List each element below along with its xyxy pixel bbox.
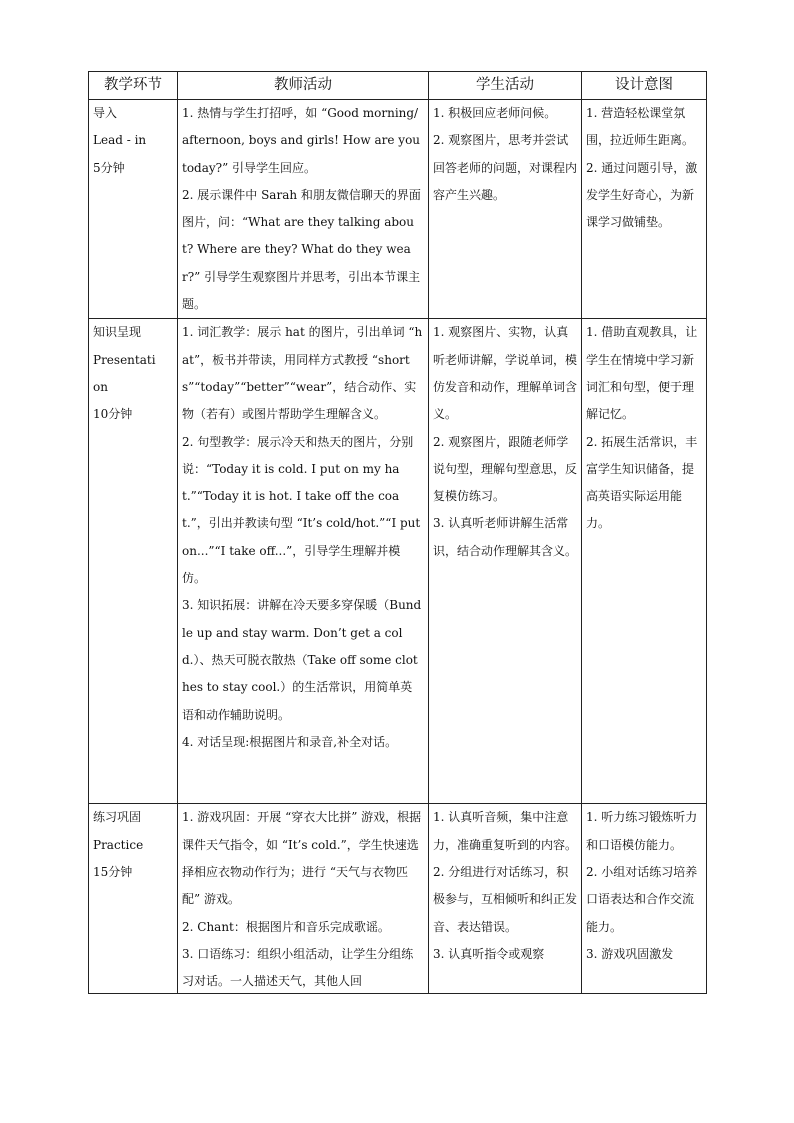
stage-english-cont: on <box>93 379 108 394</box>
stage-title: 知识呈现 <box>93 325 142 340</box>
student-item: 3. 认真听指令或观察 <box>433 946 545 961</box>
design-item: 1. 营造轻松课堂氛围，拉近师生距离。 <box>586 106 695 148</box>
student-item: 1. 观察图片、实物，认真听老师讲解，学说单词，模仿发音和动作，理解单词含义。 <box>433 325 578 422</box>
table-row <box>89 319 707 804</box>
student-cell <box>429 100 582 319</box>
design-item: 1. 听力练习锻炼听力和口语模仿能力。 <box>586 810 698 852</box>
teacher-cell <box>178 100 429 319</box>
student-item: 3. 认真听老师讲解生活常识，结合动作理解其含义。 <box>433 516 578 558</box>
teacher-item: 1. 热情与学生打招呼，如 “Good morning/afternoon, boys and girls! How are you today?” 引导学生回应。 <box>182 106 421 175</box>
stage-duration: 5分钟 <box>93 160 125 175</box>
teacher-item: 1. 词汇教学：展示 hat 的图片，引出单词 “hat”，板书并带读，用同样方式教授 “shorts”“today”“better”“wear”，结合动作、实物（若有）或图片帮助学生理解含义。 <box>182 325 423 422</box>
teacher-item: 3. 口语练习：组织小组活动，让学生分组练习对话。一人描述天气，其他人回 <box>182 946 414 989</box>
lesson-plan-table <box>88 71 707 994</box>
design-cell <box>582 319 707 804</box>
stage-title: 练习巩固 <box>93 810 142 825</box>
table-row <box>89 100 707 319</box>
design-item: 3. 游戏巩固激发 <box>586 946 674 961</box>
stage-cell <box>89 100 178 319</box>
stage-duration: 10分钟 <box>93 407 133 422</box>
teacher-cell <box>178 804 429 994</box>
student-item: 2. 观察图片，跟随老师学说句型，理解句型意思，反复模仿练习。 <box>433 434 578 504</box>
header-teacher: 教师活动 <box>178 72 429 100</box>
student-item: 1. 认真听音频，集中注意力，准确重复听到的内容。 <box>433 810 577 852</box>
teacher-item: 3. 知识拓展：讲解在冷天要多穿保暖（Bundle up and stay warm. Don’t get a cold.）、热天可脱衣散热（Take off some clothes to stay cool.）的生活常识，用简单英语和动作辅助说明。 <box>182 598 422 722</box>
stage-cell <box>89 319 178 804</box>
teacher-item: 2. 展示课件中 Sarah 和朋友微信聊天的界面图片，问：“What are they talking about? Where are they? What do they wear?” 引导学生观察图片并思考，引出本节课主题。 <box>182 187 421 312</box>
design-item: 1. 借助直观教具，让学生在情境中学习新词汇和句型，便于理解记忆。 <box>586 325 698 422</box>
design-item: 2. 小组对话练习培养口语表达和合作交流能力。 <box>586 864 698 934</box>
header-design: 设计意图 <box>582 72 707 100</box>
design-item: 2. 拓展生活常识，丰富学生知识储备，提高英语实际运用能力。 <box>586 434 698 531</box>
header-student: 学生活动 <box>429 72 582 100</box>
student-item: 2. 分组进行对话练习，积极参与，互相倾听和纠正发音、表达错误。 <box>433 864 577 934</box>
header-stage: 教学环节 <box>89 72 178 100</box>
teacher-item: 2. Chant：根据图片和音乐完成歌谣。 <box>182 919 390 934</box>
design-cell <box>582 804 707 994</box>
student-item: 1. 积极回应老师问候。 <box>433 106 557 120</box>
teacher-item: 2. 句型教学：展示冷天和热天的图片，分别说：“Today it is cold. I put on my hat.”“Today it is hot. I take off the coat.”，引出并教读句型 “It’s cold/hot.”“I put on...”“I take off...”，引导学生理解并模仿。 <box>182 434 421 586</box>
teacher-item: 4. 对话呈现:根据图片和录音,补全对话。 <box>182 734 398 749</box>
teacher-item: 1. 游戏巩固：开展 “穿衣大比拼” 游戏，根据课件天气指令，如 “It’s cold.”，学生快速选择相应衣物动作行为；进行 “天气与衣物匹配” 游戏。 <box>182 810 422 907</box>
stage-cell <box>89 804 178 994</box>
design-cell <box>582 100 707 319</box>
header-row <box>89 72 707 100</box>
teacher-cell <box>178 319 429 804</box>
stage-english: Presentati <box>93 352 156 367</box>
table-row <box>89 804 707 994</box>
design-item: 2. 通过问题引导，激发学生好奇心，为新课学习做铺垫。 <box>586 160 698 230</box>
stage-english: Lead - in <box>93 133 147 148</box>
student-cell <box>429 319 582 804</box>
stage-duration: 15分钟 <box>93 864 133 879</box>
student-item: 2. 观察图片，思考并尝试回答老师的问题，对课程内容产生兴趣。 <box>433 133 578 202</box>
student-cell <box>429 804 582 994</box>
stage-english: Practice <box>93 837 144 852</box>
stage-title: 导入 <box>93 106 118 120</box>
